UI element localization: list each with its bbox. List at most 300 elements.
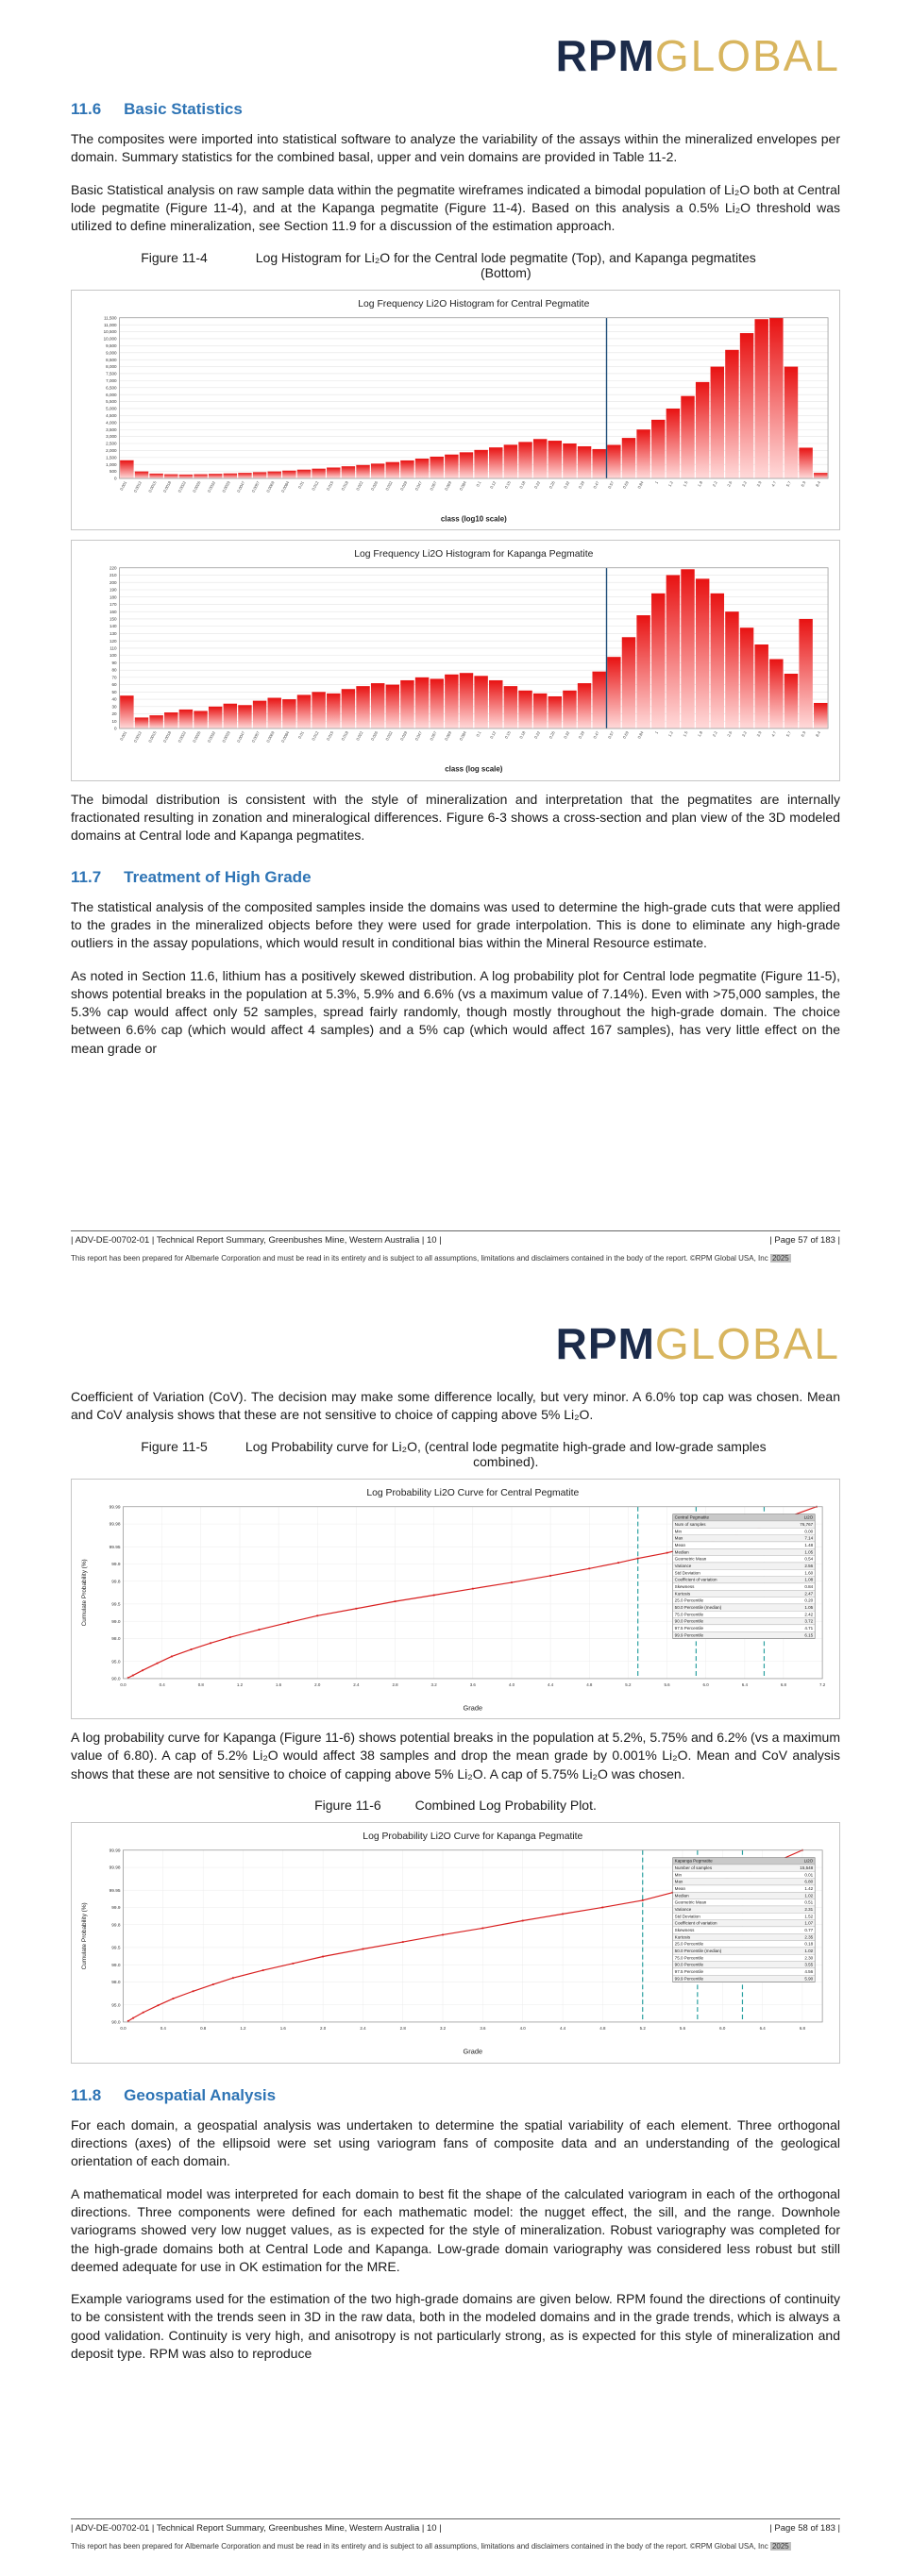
body-paragraph: A mathematical model was interpreted for each domain to best fit the shape of the calculated variogram in each of the orthogonal directions. Three components were defined for each mathematic model: the nugget effect, the sill, and the range. Downhole variograms showed very low nugget values, as is expected for the style of mineralization. Robust variography was completed for the high-grade domains both at Central Lode and Kapanga. Low-grade domain variography was considered less robust but still deemed adequate for use in OK estimation for the MRE. — [71, 2185, 840, 2274]
svg-text:5.6: 5.6 — [664, 1681, 670, 1687]
svg-text:Coefficient of variation: Coefficient of variation — [674, 1920, 717, 1926]
footer-document-id: | ADV-DE-00702-01 | Technical Report Summary, Greenbushes Mine, Western Australia | 10 | — [71, 2522, 442, 2534]
svg-text:0.015: 0.015 — [325, 730, 335, 742]
svg-text:0.0022: 0.0022 — [177, 479, 187, 493]
svg-text:99.9 Percentile: 99.9 Percentile — [674, 1631, 704, 1637]
svg-text:0.4: 0.4 — [160, 2025, 166, 2031]
svg-text:Kurtosis: Kurtosis — [674, 1590, 691, 1596]
svg-text:50.0 Percentile (median): 50.0 Percentile (median) — [674, 1604, 722, 1610]
svg-text:0.69: 0.69 — [621, 479, 630, 490]
svg-text:Central Pegmatite: Central Pegmatite — [674, 1514, 710, 1520]
svg-text:0.001: 0.001 — [118, 730, 128, 742]
svg-text:95.0: 95.0 — [111, 2003, 121, 2009]
svg-text:0.15: 0.15 — [503, 479, 512, 490]
svg-text:1.2: 1.2 — [666, 479, 674, 488]
body-paragraph: The bimodal distribution is consistent with the style of mineralization and interpretation that the pegmatites are internally fractionated resulting in zonation and mineralogical differences. Figure 6-3 shows a cross-section and plan view of the 3D modeled domains at Central lode and Kapanga pegmatites. — [71, 791, 840, 844]
rpmglobal-logo — [71, 31, 840, 80]
svg-text:2.0: 2.0 — [320, 2025, 327, 2031]
svg-text:0.039: 0.039 — [399, 479, 409, 492]
svg-text:Max: Max — [674, 1879, 683, 1884]
svg-text:Cumulate Probability (%): Cumulate Probability (%) — [80, 1902, 88, 1970]
svg-text:1.2: 1.2 — [240, 2025, 246, 2031]
svg-text:0.0069: 0.0069 — [265, 479, 276, 493]
svg-text:0.51: 0.51 — [804, 1899, 814, 1905]
svg-text:99.5: 99.5 — [111, 1602, 121, 1608]
svg-text:4.71: 4.71 — [804, 1625, 814, 1631]
svg-text:0.0039: 0.0039 — [221, 730, 231, 744]
svg-text:0.18: 0.18 — [804, 1941, 814, 1947]
svg-text:6.0: 6.0 — [702, 1681, 709, 1687]
svg-text:0.0032: 0.0032 — [206, 479, 217, 493]
svg-text:0.032: 0.032 — [384, 730, 394, 742]
svg-text:0.18: 0.18 — [518, 730, 527, 740]
svg-text:6.80: 6.80 — [804, 1879, 814, 1884]
rpmglobal-logo — [71, 1319, 840, 1368]
svg-text:0.69: 0.69 — [621, 730, 630, 740]
svg-text:1.2: 1.2 — [236, 1681, 244, 1687]
footer-disclaimer — [71, 1253, 840, 1263]
svg-text:98.0: 98.0 — [111, 1636, 121, 1642]
logo-rpm-text: RPM — [555, 31, 655, 80]
svg-text:75.0 Percentile: 75.0 Percentile — [674, 1611, 704, 1616]
svg-text:180: 180 — [109, 594, 117, 600]
svg-text:3.6: 3.6 — [480, 2025, 486, 2031]
svg-text:3.2: 3.2 — [740, 730, 748, 738]
svg-text:0.0057: 0.0057 — [250, 730, 261, 744]
figure-label: Figure 11-6 — [314, 1798, 381, 1814]
svg-text:2.4: 2.4 — [353, 1681, 360, 1687]
svg-text:6.0: 6.0 — [719, 2025, 726, 2031]
svg-text:99.5: 99.5 — [111, 1946, 121, 1951]
body-paragraph: As noted in Section 11.6, lithium has a positively skewed distribution. A log probability plot for Central lode pegmatite (Figure 11-5), shows potential breaks in the population at 5.3%, 5.9% and 6.6% (vs a maximum value of 7.14%). Even with >75,000 samples, the 5.3% cap would affect only 52 samples, spread fairly randomly, though mostly throughout the high-grade domain. The choice between 6.6% cap (which would affect 4 samples) and a 5% cap (which would affect 167 samples), has very little effect on the mean grade or — [71, 967, 840, 1056]
svg-text:0.069: 0.069 — [443, 479, 453, 492]
svg-text:0.001: 0.001 — [118, 479, 128, 492]
svg-text:3,500: 3,500 — [106, 427, 117, 432]
svg-text:0.0012: 0.0012 — [132, 730, 143, 744]
svg-text:11,000: 11,000 — [104, 322, 117, 327]
svg-text:5.7: 5.7 — [784, 730, 792, 738]
svg-text:3.2: 3.2 — [740, 479, 748, 488]
svg-text:2.6: 2.6 — [726, 479, 734, 488]
svg-text:70: 70 — [111, 675, 117, 680]
svg-text:1.5: 1.5 — [682, 730, 689, 738]
section-title: Basic Statistics — [124, 100, 243, 118]
svg-text:0.22: 0.22 — [532, 479, 542, 490]
svg-text:0.39: 0.39 — [577, 730, 585, 740]
svg-text:0.01: 0.01 — [804, 1872, 814, 1878]
svg-text:2.47: 2.47 — [804, 1590, 814, 1596]
svg-text:0.57: 0.57 — [607, 479, 616, 490]
logo-rpm-text: RPM — [555, 1319, 655, 1368]
svg-text:1: 1 — [653, 730, 660, 735]
central-pegmatite-log-probability-chart — [71, 1479, 840, 1720]
svg-text:140: 140 — [109, 624, 117, 629]
svg-text:0.47: 0.47 — [592, 479, 600, 490]
figure-11-4-caption — [71, 250, 840, 280]
svg-text:130: 130 — [109, 631, 117, 637]
svg-text:3,000: 3,000 — [106, 433, 117, 439]
svg-text:Log Frequency Li2O Histogram f: Log Frequency Li2O Histogram for Kapanga Pegmatite — [354, 548, 594, 560]
svg-text:97.5 Percentile: 97.5 Percentile — [674, 1625, 704, 1631]
footer-document-id: | ADV-DE-00702-01 | Technical Report Summary, Greenbushes Mine, Western Australia | 10 | — [71, 1234, 442, 1246]
svg-text:99.8: 99.8 — [111, 1923, 121, 1929]
svg-text:0.15: 0.15 — [503, 730, 512, 740]
svg-text:0.84: 0.84 — [636, 479, 645, 490]
svg-text:1.60: 1.60 — [804, 1569, 814, 1575]
svg-text:2.31: 2.31 — [804, 1907, 814, 1913]
svg-text:0.047: 0.047 — [413, 730, 423, 742]
svg-text:10,500: 10,500 — [103, 328, 117, 334]
svg-text:0.026: 0.026 — [369, 479, 380, 492]
svg-text:0.0018: 0.0018 — [161, 730, 173, 744]
svg-text:4,500: 4,500 — [106, 412, 117, 418]
svg-text:Skewness: Skewness — [674, 1583, 695, 1589]
svg-text:500: 500 — [109, 468, 117, 474]
svg-text:0.01: 0.01 — [296, 479, 305, 490]
svg-text:0.0012: 0.0012 — [132, 479, 143, 493]
svg-text:1.8: 1.8 — [696, 479, 704, 488]
svg-text:Num of samples: Num of samples — [674, 1521, 706, 1527]
svg-text:90: 90 — [111, 661, 117, 666]
svg-text:5.90: 5.90 — [804, 1976, 814, 1982]
svg-text:5,500: 5,500 — [106, 398, 117, 404]
svg-text:0.0018: 0.0018 — [161, 479, 173, 493]
svg-text:0.0057: 0.0057 — [250, 479, 261, 493]
svg-text:0.0039: 0.0039 — [221, 479, 231, 493]
svg-text:11,500: 11,500 — [104, 314, 117, 320]
svg-text:8.4: 8.4 — [815, 730, 822, 738]
svg-text:7,000: 7,000 — [106, 377, 117, 383]
svg-text:99.0: 99.0 — [111, 1619, 121, 1625]
svg-text:1: 1 — [653, 479, 660, 485]
svg-text:120: 120 — [109, 638, 117, 644]
svg-text:0.022: 0.022 — [355, 730, 364, 742]
svg-text:0.047: 0.047 — [413, 479, 423, 492]
svg-text:90.0 Percentile: 90.0 Percentile — [674, 1618, 704, 1624]
svg-text:60: 60 — [111, 682, 117, 688]
svg-text:9,500: 9,500 — [106, 343, 117, 348]
svg-text:4.7: 4.7 — [770, 730, 778, 738]
svg-text:5.2: 5.2 — [625, 1681, 632, 1687]
svg-text:Mean: Mean — [674, 1886, 686, 1892]
svg-text:80: 80 — [111, 667, 117, 673]
svg-text:0.057: 0.057 — [429, 479, 438, 492]
svg-text:Variance: Variance — [674, 1907, 692, 1913]
svg-text:10,000: 10,000 — [103, 336, 117, 342]
svg-text:0.032: 0.032 — [384, 479, 394, 492]
svg-text:0.26: 0.26 — [548, 730, 556, 740]
svg-text:99.95: 99.95 — [109, 1888, 121, 1894]
svg-text:0.1: 0.1 — [475, 479, 482, 488]
disclaimer-text: This report has been prepared for Albemarle Corporation and must be read in its entirety and is subject to all assumptions, limitations and disclaimers contained in the body of the report. ©RPM Global USA, Inc — [71, 1253, 768, 1263]
svg-text:Skewness: Skewness — [674, 1928, 695, 1933]
svg-text:Max: Max — [674, 1535, 683, 1541]
svg-text:0.20: 0.20 — [804, 1597, 814, 1603]
svg-text:50: 50 — [111, 690, 117, 695]
kapanga-pegmatite-histogram-chart — [71, 540, 840, 781]
footer-page-number: | Page 57 of 183 | — [769, 1234, 840, 1246]
svg-text:0.00: 0.00 — [804, 1528, 814, 1533]
svg-text:1.05: 1.05 — [804, 1548, 814, 1554]
logo-global-text: GLOBAL — [654, 31, 840, 80]
svg-text:0.084: 0.084 — [458, 730, 467, 742]
svg-text:Number of samples: Number of samples — [674, 1865, 713, 1871]
svg-text:4.4: 4.4 — [548, 1681, 554, 1687]
section-number: 11.8 — [71, 2085, 102, 2104]
svg-text:0.8: 0.8 — [200, 2025, 207, 2031]
svg-text:100: 100 — [109, 653, 117, 659]
svg-text:0.084: 0.084 — [458, 479, 467, 492]
central-pegmatite-histogram-chart — [71, 290, 840, 531]
svg-text:Li2O: Li2O — [803, 1858, 814, 1864]
svg-text:75.0 Percentile: 75.0 Percentile — [674, 1955, 704, 1961]
svg-text:90.0: 90.0 — [111, 1677, 121, 1682]
kapanga-pegmatite-log-probability-chart — [71, 1822, 840, 2064]
logo-global-text: GLOBAL — [654, 1319, 840, 1368]
svg-text:7.2: 7.2 — [819, 1681, 826, 1687]
svg-text:99.9: 99.9 — [111, 1562, 121, 1567]
svg-text:0.12: 0.12 — [488, 479, 498, 490]
svg-text:0.57: 0.57 — [607, 730, 616, 740]
svg-text:0.47: 0.47 — [592, 730, 600, 740]
footer-disclaimer — [71, 2541, 840, 2551]
svg-text:3.55: 3.55 — [804, 1962, 814, 1967]
svg-text:0.84: 0.84 — [636, 730, 645, 740]
svg-text:Li2O: Li2O — [803, 1514, 814, 1520]
svg-text:4.7: 4.7 — [770, 479, 778, 488]
svg-text:3.9: 3.9 — [755, 730, 763, 738]
svg-text:6.9: 6.9 — [800, 730, 807, 738]
svg-text:6.4: 6.4 — [759, 2025, 766, 2031]
svg-text:0.0022: 0.0022 — [177, 730, 187, 744]
svg-text:2.8: 2.8 — [392, 1681, 398, 1687]
figure-11-6-caption — [71, 1798, 840, 1813]
section-heading-11-6 — [71, 100, 840, 119]
svg-text:2.0: 2.0 — [314, 1681, 321, 1687]
svg-text:0.0032: 0.0032 — [206, 730, 217, 744]
svg-text:1.5: 1.5 — [682, 479, 689, 488]
section-number: 11.6 — [71, 100, 102, 118]
svg-text:class (log10 scale): class (log10 scale) — [440, 514, 507, 524]
svg-text:Min: Min — [674, 1872, 683, 1878]
svg-text:0.22: 0.22 — [532, 730, 542, 740]
svg-text:99.0: 99.0 — [111, 1964, 121, 1969]
svg-text:3.2: 3.2 — [439, 2025, 447, 2031]
svg-text:Log Probability Li2O Curve for: Log Probability Li2O Curve for Central Pegmatite — [366, 1487, 580, 1498]
svg-text:1,500: 1,500 — [106, 455, 117, 460]
svg-text:0.4: 0.4 — [159, 1681, 165, 1687]
figure-11-5-caption — [71, 1439, 840, 1469]
svg-text:7.14: 7.14 — [804, 1535, 814, 1541]
svg-text:20: 20 — [111, 711, 117, 717]
svg-text:6,000: 6,000 — [106, 392, 117, 397]
svg-text:0.0084: 0.0084 — [279, 730, 291, 744]
svg-text:Std Deviation: Std Deviation — [674, 1914, 700, 1919]
svg-text:2.56: 2.56 — [804, 1563, 814, 1568]
svg-text:0.057: 0.057 — [429, 730, 438, 742]
svg-text:5.6: 5.6 — [679, 2025, 686, 2031]
svg-text:50.0 Percentile (median): 50.0 Percentile (median) — [674, 1949, 722, 1954]
svg-text:9,000: 9,000 — [106, 349, 117, 355]
body-paragraph: The composites were imported into statistical software to analyze the variability of the assays within the mineralized envelopes per domain. Summary statistics for the combined basal, upper and vein domains are provided in Table 11-2. — [71, 131, 840, 165]
footer-line — [71, 1230, 840, 1246]
svg-text:0.012: 0.012 — [311, 730, 320, 742]
svg-text:0.32: 0.32 — [563, 479, 571, 490]
svg-text:8,500: 8,500 — [106, 357, 117, 362]
svg-text:6.9: 6.9 — [800, 479, 807, 488]
svg-text:Median: Median — [674, 1893, 689, 1899]
svg-text:99.9 Percentile: 99.9 Percentile — [674, 1976, 704, 1982]
svg-text:2.8: 2.8 — [399, 2025, 406, 2031]
svg-text:0.0026: 0.0026 — [192, 479, 202, 493]
disclaimer-year-field: 2025 — [771, 2541, 789, 2551]
svg-text:110: 110 — [110, 645, 117, 651]
svg-text:90.0: 90.0 — [111, 2020, 121, 2026]
svg-text:0.018: 0.018 — [340, 730, 349, 742]
svg-text:0.32: 0.32 — [563, 730, 571, 740]
svg-text:30: 30 — [111, 704, 117, 710]
svg-text:0.26: 0.26 — [548, 479, 556, 490]
svg-text:4,000: 4,000 — [106, 419, 117, 425]
svg-text:2.42: 2.42 — [804, 1611, 814, 1616]
svg-text:0.12: 0.12 — [488, 730, 498, 740]
svg-text:40: 40 — [111, 696, 117, 702]
figure-caption-text: Log Probability curve for Li₂O, (central lode pegmatite high-grade and low-grade samples combined). — [245, 1438, 767, 1469]
svg-text:99.98: 99.98 — [109, 1522, 121, 1528]
svg-text:0.0015: 0.0015 — [147, 479, 158, 493]
svg-text:15,548: 15,548 — [800, 1865, 814, 1871]
svg-text:0.022: 0.022 — [355, 479, 364, 492]
svg-text:4.0: 4.0 — [519, 2025, 526, 2031]
svg-text:1.02: 1.02 — [804, 1949, 814, 1954]
svg-text:150: 150 — [109, 616, 117, 622]
page-58 — [0, 1288, 911, 2576]
svg-text:Median: Median — [674, 1548, 689, 1554]
svg-text:Kapanga Pegmatite: Kapanga Pegmatite — [674, 1858, 713, 1864]
svg-text:0.0047: 0.0047 — [235, 730, 246, 744]
svg-text:Min: Min — [674, 1528, 683, 1533]
svg-text:190: 190 — [109, 587, 117, 593]
svg-text:0.0026: 0.0026 — [192, 730, 202, 744]
svg-text:Log Probability Li2O Curve for: Log Probability Li2O Curve for Kapanga Pegmatite — [363, 1831, 583, 1842]
svg-text:90.0 Percentile: 90.0 Percentile — [674, 1962, 704, 1967]
svg-text:4.56: 4.56 — [804, 1969, 814, 1975]
svg-text:10: 10 — [111, 718, 117, 724]
svg-text:Geometric Mean: Geometric Mean — [674, 1556, 707, 1562]
body-paragraph: Coefficient of Variation (CoV). The decision may make some difference locally, but very minor. A 6.0% top cap was chosen. Mean and CoV analysis shows that these are not sensitive to choice of capping above 5% Li₂O. — [71, 1389, 840, 1423]
svg-text:99.8: 99.8 — [111, 1580, 121, 1585]
svg-text:4.0: 4.0 — [508, 1681, 515, 1687]
svg-text:0.84: 0.84 — [804, 1583, 814, 1589]
svg-text:25.0 Percentile: 25.0 Percentile — [674, 1597, 704, 1603]
svg-text:97.5 Percentile: 97.5 Percentile — [674, 1969, 704, 1975]
svg-text:99.95: 99.95 — [109, 1545, 121, 1550]
svg-text:5,000: 5,000 — [106, 406, 117, 411]
svg-text:99.99: 99.99 — [109, 1505, 121, 1511]
svg-text:0.8: 0.8 — [197, 1681, 204, 1687]
svg-text:0.039: 0.039 — [399, 730, 409, 742]
svg-text:4.4: 4.4 — [559, 2025, 566, 2031]
section-number: 11.7 — [71, 867, 102, 886]
svg-text:0.0047: 0.0047 — [235, 479, 246, 493]
svg-text:1.8: 1.8 — [696, 730, 704, 738]
svg-text:2.6: 2.6 — [726, 730, 734, 738]
svg-text:8,000: 8,000 — [106, 363, 117, 369]
svg-text:Geometric Mean: Geometric Mean — [674, 1899, 707, 1905]
svg-text:0.1: 0.1 — [475, 730, 482, 738]
svg-text:2.4: 2.4 — [360, 2025, 366, 2031]
section-title: Treatment of High Grade — [124, 867, 312, 886]
figure-caption-text: Log Histogram for Li₂O for the Central lode pegmatite (Top), and Kapanga pegmatites (Bottom) — [255, 249, 756, 280]
svg-text:1.48: 1.48 — [804, 1542, 814, 1547]
svg-text:99.99: 99.99 — [109, 1848, 121, 1854]
svg-text:95.0: 95.0 — [111, 1659, 121, 1664]
svg-text:2.2: 2.2 — [711, 479, 718, 488]
svg-text:0.54: 0.54 — [804, 1556, 814, 1562]
svg-text:Grade: Grade — [463, 2047, 483, 2056]
svg-text:0.39: 0.39 — [577, 479, 585, 490]
svg-text:1,000: 1,000 — [106, 461, 117, 467]
figure-caption-text: Combined Log Probability Plot. — [414, 1798, 597, 1814]
page-footer — [71, 2518, 840, 2551]
svg-text:99.98: 99.98 — [109, 1865, 121, 1871]
svg-text:2.30: 2.30 — [804, 1955, 814, 1961]
svg-text:1.02: 1.02 — [804, 1893, 814, 1899]
svg-text:0: 0 — [114, 476, 117, 481]
svg-text:4.8: 4.8 — [586, 1681, 593, 1687]
svg-text:6,500: 6,500 — [106, 384, 117, 390]
svg-text:98.0: 98.0 — [111, 1981, 121, 1986]
svg-text:0.018: 0.018 — [340, 479, 349, 492]
svg-text:3.9: 3.9 — [755, 479, 763, 488]
svg-text:8.4: 8.4 — [815, 479, 822, 488]
svg-text:2,000: 2,000 — [106, 447, 117, 453]
svg-text:200: 200 — [109, 579, 117, 585]
section-heading-11-8 — [71, 2086, 840, 2105]
disclaimer-year-field: 2025 — [771, 1253, 789, 1263]
svg-text:6.8: 6.8 — [780, 1681, 787, 1687]
svg-text:5.2: 5.2 — [639, 2025, 646, 2031]
svg-text:99.9: 99.9 — [111, 1906, 121, 1912]
svg-text:Variance: Variance — [674, 1563, 692, 1568]
svg-text:Cumulate Probability (%): Cumulate Probability (%) — [80, 1558, 88, 1626]
svg-text:1.2: 1.2 — [666, 730, 674, 738]
svg-text:Log Frequency Li2O Histogram f: Log Frequency Li2O Histogram for Central Pegmatite — [358, 298, 590, 309]
section-heading-11-7 — [71, 868, 840, 887]
figure-label: Figure 11-4 — [141, 249, 208, 265]
svg-text:0.77: 0.77 — [804, 1928, 814, 1933]
footer-page-number: | Page 58 of 183 | — [769, 2522, 840, 2534]
svg-text:Grade: Grade — [463, 1703, 483, 1713]
figure-label: Figure 11-5 — [141, 1438, 208, 1454]
svg-text:220: 220 — [109, 565, 117, 571]
svg-text:0.026: 0.026 — [369, 730, 380, 742]
svg-text:Coefficient of variation: Coefficient of variation — [674, 1577, 717, 1582]
body-paragraph: A log probability curve for Kapanga (Figure 11-6) shows potential breaks in the population at 5.2%, 5.75% and 6.2% (vs a maximum value of 6.80). A cap of 5.2% Li₂O would affect 38 samples and drop the mean grade by 0.001% Li₂O. Mean and CoV analysis shows that these are not sensitive to choice of capping above 5% Li₂O. A cap of 5.75% Li₂O was chosen. — [71, 1730, 840, 1781]
svg-text:6.8: 6.8 — [799, 2025, 806, 2031]
body-paragraph: Example variograms used for the estimation of the two high-grade domains are given below. RPM found the directions of continuity to be consistent with the trends seen in 3D in the raw data, both in the modeled domains and in the grade trends, which is always a good validation. Continuity is very high, and anisotropy is not particularly strong, as is expected for this style of mineralization and deposit type. RPM was also to reproduce — [71, 2291, 840, 2362]
section-title: Geospatial Analysis — [124, 2085, 277, 2104]
svg-text:2.35: 2.35 — [804, 1934, 814, 1940]
svg-text:25.0 Percentile: 25.0 Percentile — [674, 1941, 704, 1947]
footer-line — [71, 2518, 840, 2534]
svg-text:6.4: 6.4 — [741, 1681, 748, 1687]
svg-text:1.52: 1.52 — [804, 1914, 814, 1919]
svg-text:6.15: 6.15 — [804, 1631, 814, 1637]
svg-text:7,500: 7,500 — [106, 371, 117, 376]
svg-text:3.2: 3.2 — [430, 1681, 437, 1687]
svg-text:1.42: 1.42 — [804, 1886, 814, 1892]
